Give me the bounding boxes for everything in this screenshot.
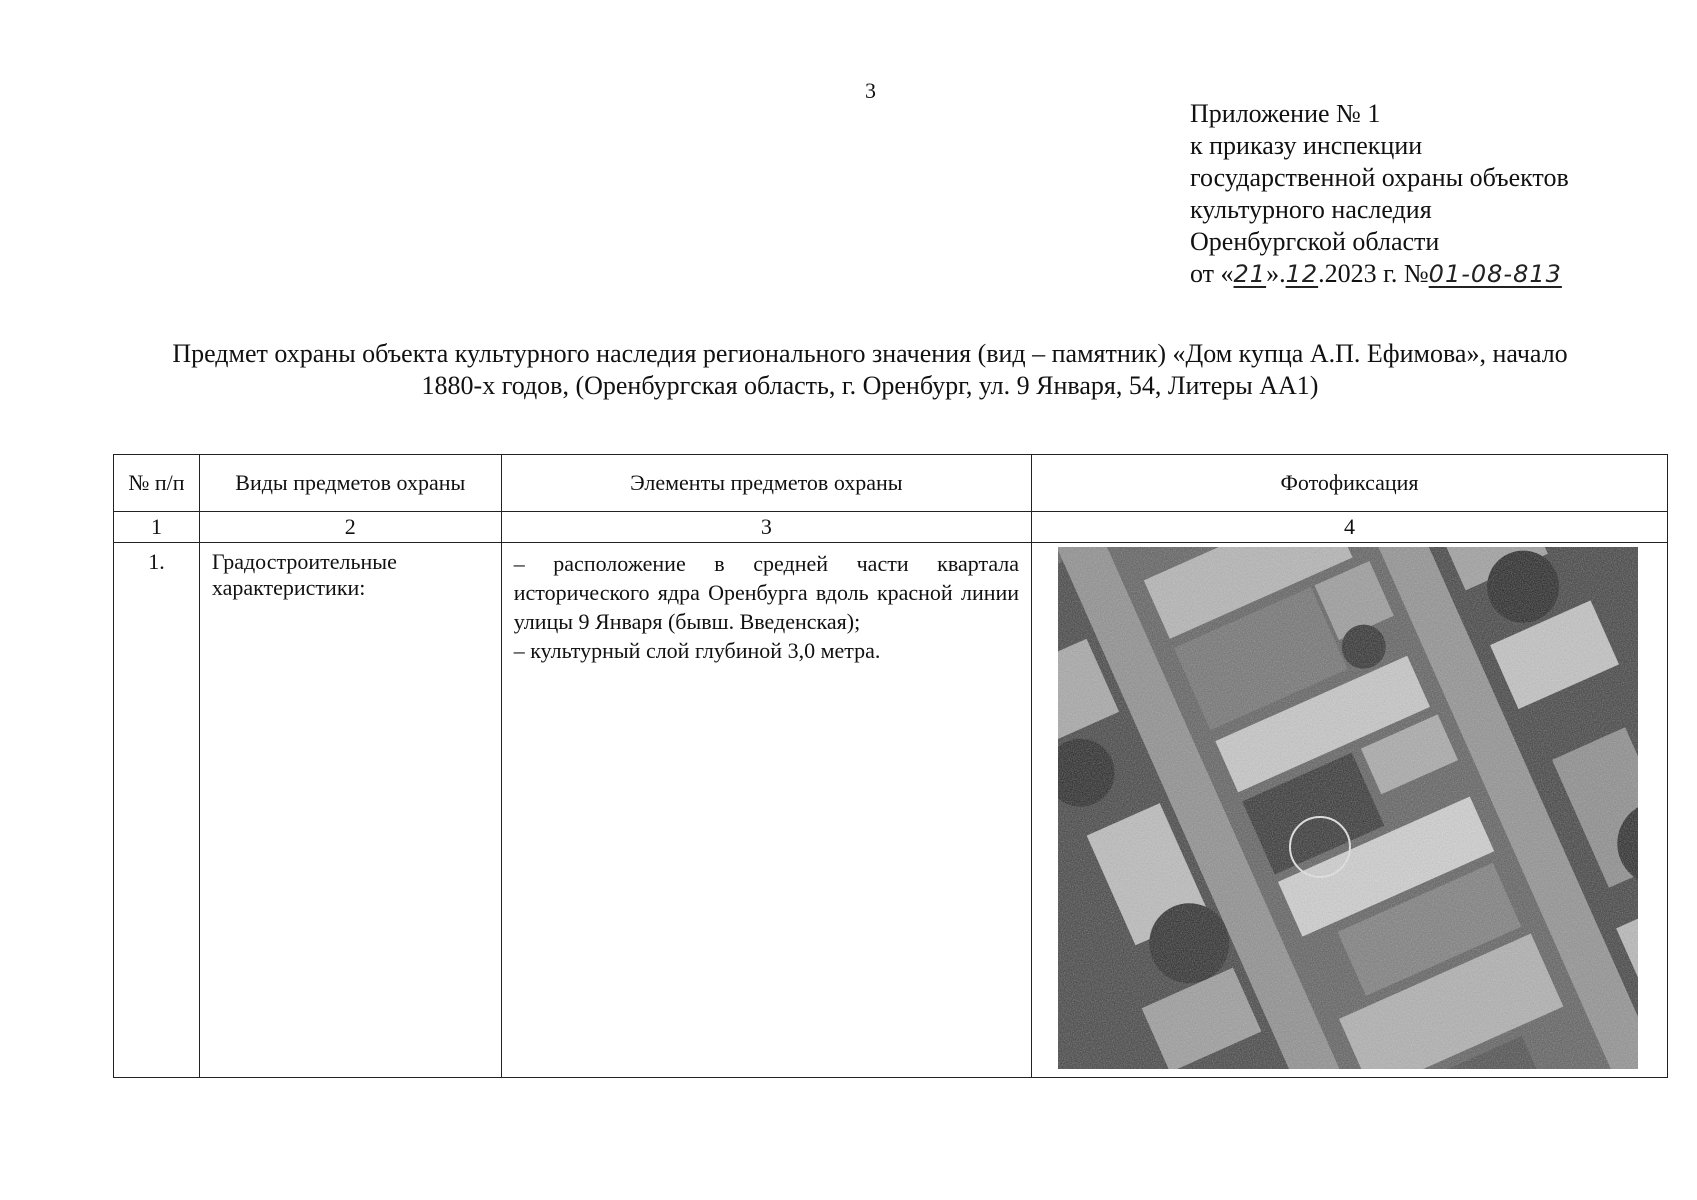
title-line-2: 1880-х годов, (Оренбургская область, г. Оренбург, ул. 9 Января, 54, Литеры АА1) (421, 371, 1319, 400)
appendix-date-line (1190, 258, 1569, 290)
page-number: 3 (865, 78, 876, 103)
appendix-line-5: Оренбургской области (1190, 227, 1440, 256)
header-number: № п/п (114, 455, 200, 512)
document-title (90, 338, 1650, 402)
date-suffix: .2023 г. № (1318, 259, 1429, 288)
header-elements: Элементы предметов охраны (501, 455, 1031, 512)
date-mid: ». (1266, 259, 1286, 288)
aerial-photo (1058, 547, 1638, 1069)
row-number: 1. (114, 543, 200, 1078)
table-row (114, 543, 1668, 1078)
header-types: Виды предметов охраны (199, 455, 501, 512)
protection-table (113, 454, 1668, 1078)
col-number-1: 1 (114, 512, 200, 543)
row-photo-cell (1032, 543, 1668, 1078)
title-line-1: Предмет охраны объекта культурного наследия регионального значения (вид – памятник) «Дом купца А.П. Ефимова», начало (172, 339, 1568, 368)
order-number-handwritten: 01-08-813 (1428, 260, 1562, 288)
appendix-block (1190, 98, 1569, 290)
table-header-row (114, 455, 1668, 512)
element-item-2: – культурный слой глубиной 3,0 метра. (513, 638, 881, 663)
appendix-line-2: к приказу инспекции (1190, 131, 1423, 160)
col-number-2: 2 (199, 512, 501, 543)
appendix-line-4: культурного наследия (1190, 195, 1432, 224)
date-month-handwritten: 12 (1285, 260, 1319, 288)
col-number-3: 3 (501, 512, 1031, 543)
appendix-line-3: государственной охраны объектов (1190, 163, 1569, 192)
row-protection-elements (501, 543, 1031, 1078)
appendix-line-1: Приложение № 1 (1190, 99, 1381, 128)
element-item-1: – расположение в средней части квартала исторического ядра Оренбурга вдоль красной линии улицы 9 Января (бывш. Введенская); (513, 551, 1020, 634)
col-number-4: 4 (1032, 512, 1668, 543)
header-photo: Фотофиксация (1032, 455, 1668, 512)
column-number-row (114, 512, 1668, 543)
row-protection-type: Градостроительные характеристики: (199, 543, 501, 1078)
date-prefix: от « (1190, 259, 1234, 288)
date-day-handwritten: 21 (1233, 260, 1267, 288)
